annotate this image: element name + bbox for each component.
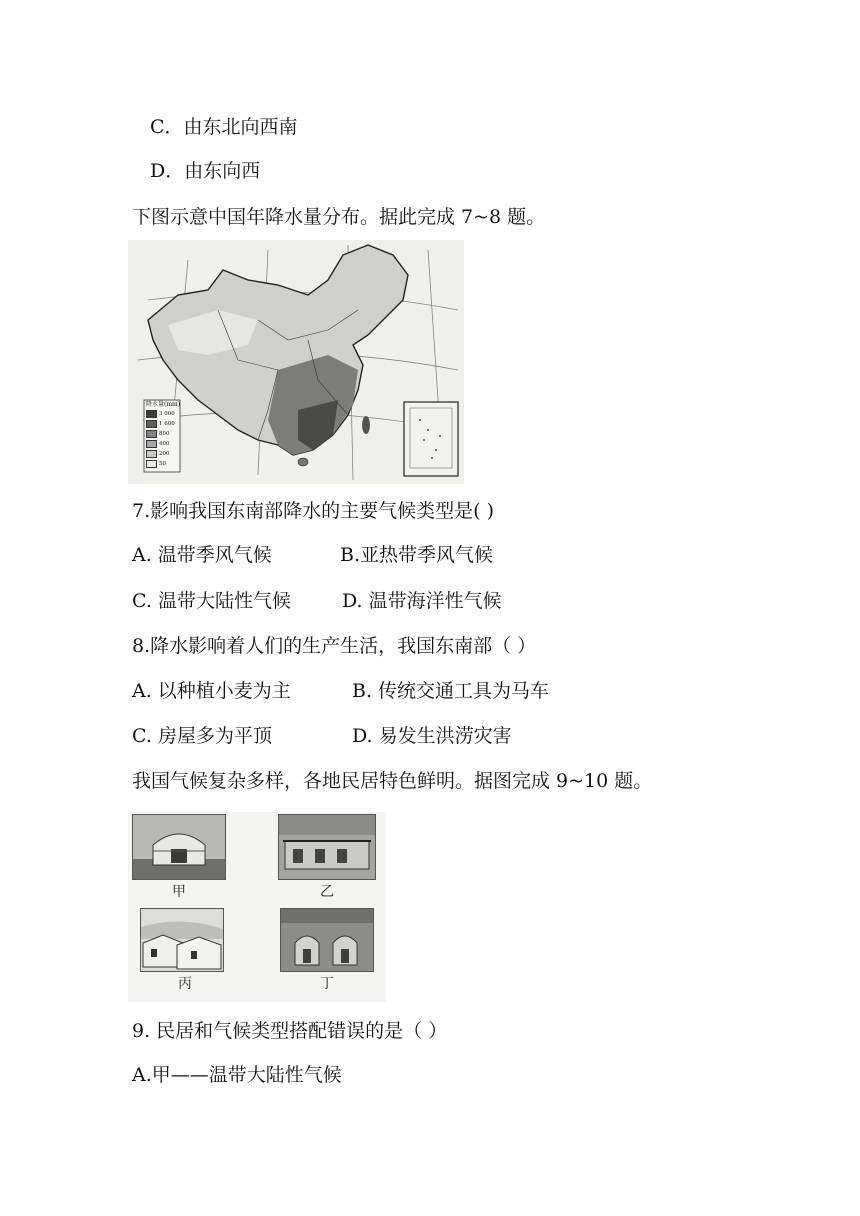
legend-title: 降水量(mm) — [146, 401, 181, 408]
dwellings-figure — [128, 812, 386, 1002]
q8-option-d: D. 易发生洪涝灾害 — [352, 725, 512, 747]
legend-value: 200 — [159, 451, 170, 457]
precipitation-map-figure — [128, 240, 464, 484]
question-7-stem: 7.影响我国东南部降水的主要气候类型是( ) — [132, 500, 494, 522]
label-jia: 甲 — [172, 884, 186, 900]
legend-swatch — [146, 410, 157, 418]
intro-questions-7-8: 下图示意中国年降水量分布。据此完成 7~8 题。 — [132, 206, 546, 228]
legend-row — [146, 439, 180, 449]
q8-option-a: A. 以种植小麦为主 — [132, 680, 291, 702]
legend-swatch — [146, 420, 157, 428]
legend-row — [146, 449, 180, 459]
legend-row — [146, 419, 180, 429]
legend-swatch — [146, 460, 157, 468]
map-legend — [146, 401, 180, 469]
label-yi: 乙 — [320, 884, 334, 900]
photo-ding — [280, 908, 374, 972]
legend-value: 800 — [159, 431, 170, 437]
q7-option-b: B.亚热带季风气候 — [340, 544, 494, 566]
legend-row — [146, 429, 180, 439]
q7-option-a: A. 温带季风气候 — [132, 544, 272, 566]
photo-jia — [132, 814, 226, 880]
legend-row — [146, 459, 180, 469]
photo-bing — [140, 908, 224, 972]
q8-option-c: C. 房屋多为平顶 — [132, 725, 272, 747]
option-c: C．由东北向西南 — [150, 116, 298, 138]
label-bing: 丙 — [178, 976, 192, 992]
legend-swatch — [146, 440, 157, 448]
legend-value: 3 000 — [159, 411, 175, 417]
q7-option-d: D. 温带海洋性气候 — [342, 590, 502, 612]
question-9-stem: 9. 民居和气候类型搭配错误的是（ ） — [132, 1020, 448, 1042]
legend-value: 1 600 — [159, 421, 175, 427]
question-8-stem: 8.降水影响着人们的生产生活，我国东南部（ ） — [132, 635, 537, 657]
legend-value: 50 — [159, 461, 166, 467]
legend-value: 400 — [159, 441, 170, 447]
legend-swatch — [146, 430, 157, 438]
option-d: D．由东向西 — [150, 160, 261, 182]
q8-option-b: B. 传统交通工具为马车 — [352, 680, 550, 702]
legend-row — [146, 409, 180, 419]
intro-questions-9-10: 我国气候复杂多样，各地民居特色鲜明。据图完成 9~10 题。 — [132, 770, 653, 792]
legend-swatch — [146, 450, 157, 458]
q9-option-a: A.甲——温带大陆性气候 — [132, 1064, 342, 1086]
photo-yi — [278, 814, 376, 880]
label-ding: 丁 — [320, 976, 334, 992]
q7-option-c: C. 温带大陆性气候 — [132, 590, 291, 612]
